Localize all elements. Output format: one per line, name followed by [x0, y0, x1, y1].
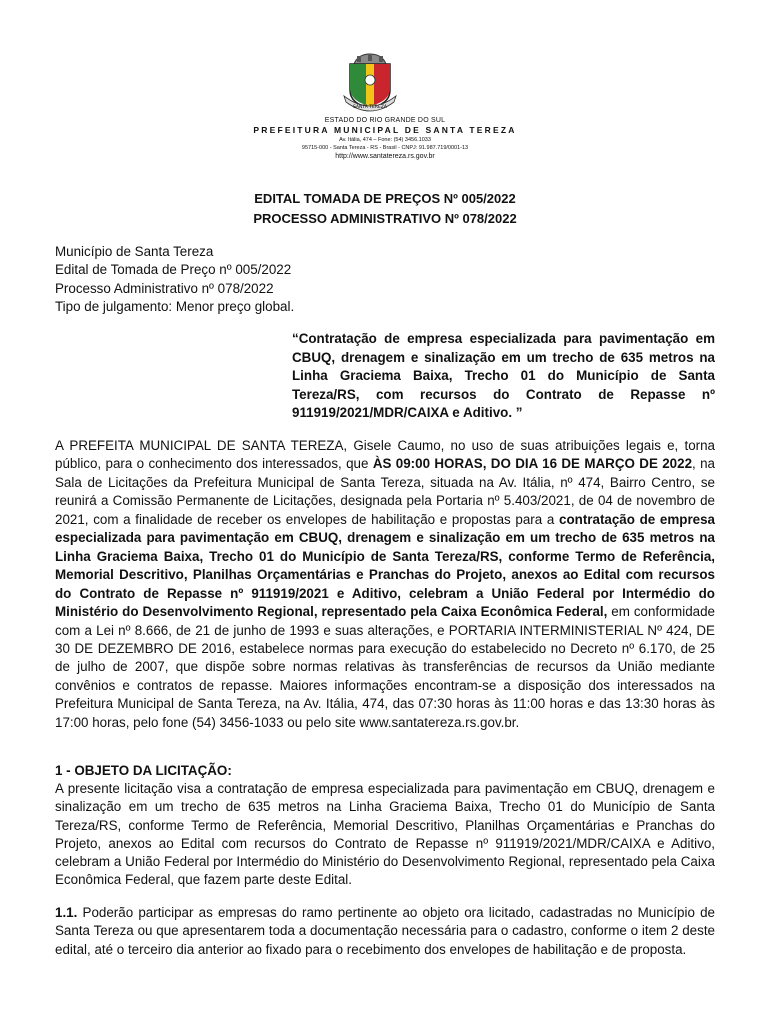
intro-line: Município de Santa Tereza: [55, 244, 214, 259]
title-line-2: PROCESSO ADMINISTRATIVO Nº 078/2022: [253, 211, 517, 226]
para-text: A PREFEITA MUNICIPAL DE SANTA TEREZA, Gisele Caumo, no uso de suas atribuições legais e, torna público, para o conhecimento dos interessados, que: [55, 438, 715, 472]
section-1-text: A presente licitação visa a contratação de empresa especializada para pavimentação em CBUQ, drenagem e sinalização em um trecho de 635 metros na Linha Graciema Baixa, Trecho 01 do Município de Santa Tereza/RS, conforme Termo de Referência, Memorial Descritivo, Planilhas Orçamentárias e Pranchas do Projeto, anexos ao Edital com recursos do Contrato de Repasse nº 911919/2021/MDR/CAIXA e Aditivo, celebram a União Federal por Intermédio do Ministério do Desenvolvimento Regional, representado pela Caixa Econômica Federal, que fazem parte deste Edital.: [55, 781, 715, 888]
intro-line: Processo Administrativo nº 078/2022: [55, 280, 274, 296]
section-1: [55, 762, 715, 889]
object-highlight: contratação de empresa especializada para pavimentação em CBUQ, drenagem e sinalização em um trecho de 635 metros na Linha Graciema Baixa, Trecho 01 do Município de Santa Tereza/RS, conforme Termo de Referência, Memorial Descritivo, Planilhas Orçamentárias e Pranchas do Projeto, anexos ao Edital com recursos do Contrato de Repasse nº 911919/2021 e Aditivo, celebram a União Federal por Intermédio do Ministério do Desenvolvimento Regional, representado pela Caixa Econômica Federal,: [55, 511, 715, 620]
state-name: ESTADO DO RIO GRANDE DO SUL: [324, 117, 446, 124]
svg-text:SANTA TEREZA: SANTA TEREZA: [352, 105, 388, 110]
intro-line: Tipo de julgamento: Menor preço global.: [55, 299, 295, 315]
section-1-1-text: Poderão participar as empresas do ramo pertinente ao objeto ora licitado, cadastradas no Município de Santa Tereza ou que apresentarem toda a documentação necessária para o cadastro, conforme o item 2 deste edital, até o terceiro dia anterior ao fixado para o recebimento dos envelopes de habilitação e de proposta.: [55, 905, 715, 957]
intro-block: [55, 243, 715, 317]
municipal-crest-icon: [340, 50, 400, 116]
object-quote: “Contratação de empresa especializada para pavimentação em CBUQ, drenagem e sinalização em um trecho de 635 metros na Linha Graciema Baixa, Trecho 01 do Município de Santa Tereza/RS, com recursos do Contrato de Repasse nº 911919/2021/MDR/CAIXA e Aditivo. ”: [292, 331, 715, 421]
section-1-1: [55, 904, 715, 959]
document-title: [0, 189, 770, 229]
prefeitura-name: PREFEITURA MUNICIPAL DE SANTA TEREZA: [253, 125, 517, 135]
title-line-1: EDITAL TOMADA DE PREÇOS Nº 005/2022: [254, 191, 516, 206]
website-url: http://www.santatereza.rs.gov.br: [335, 153, 435, 160]
item-number: 1.1.: [55, 905, 78, 920]
section-1-title: 1 - OBJETO DA LICITAÇÃO:: [55, 763, 232, 778]
para-text: em conformidade com a Lei nº 8.666, de 21 de junho de 1993 e suas alterações, e PORTARIA INTERMINISTERIAL Nº 424, DE 30 DE DEZEMBRO DE 2016, estabelece normas para execução do estabelecido no Decreto nº 6.170, de 25 de julho de 2007, que dispõe sobre normas relativas às transferências de recursos da União mediante convênios e contratos de repasse. Maiores informações encontram-se a disposição dos interessados na Prefeitura Municipal de Santa Tereza, na Av. Itália, 474, das 07:30 horas às 11:00 horas e das 13:30 horas às 17:00 horas, pelo fone (54) 3456-1033 ou pelo site www.santatereza.rs.gov.br.: [55, 604, 715, 730]
date-time-highlight: ÀS 09:00 HORAS, DO DIA 16 DE MARÇO DE 2022: [372, 456, 693, 472]
para-text: , na Sala de Licitações da Prefeitura Municipal de Santa Tereza, situada na Av. Itália, nº 474, Bairro Centro, se reunirá a Comissão Permanente de Licitações, designada pela Portaria nº 5.403/2021, de 04 de novembro de 2021, com a finalidade de receber os envelopes de habilitação e propostas para a: [55, 456, 715, 527]
cep-cnpj: 95715-000 - Santa Tereza - RS - Brasil - CNPJ: 91.987.719/0001-13: [301, 145, 469, 151]
address: Av. Itália, 474 – Fone: (54) 3456.1033: [339, 137, 431, 143]
main-paragraph: [55, 437, 715, 732]
intro-line: Edital de Tomada de Preço nº 005/2022: [55, 262, 292, 278]
letterhead: [0, 116, 770, 161]
